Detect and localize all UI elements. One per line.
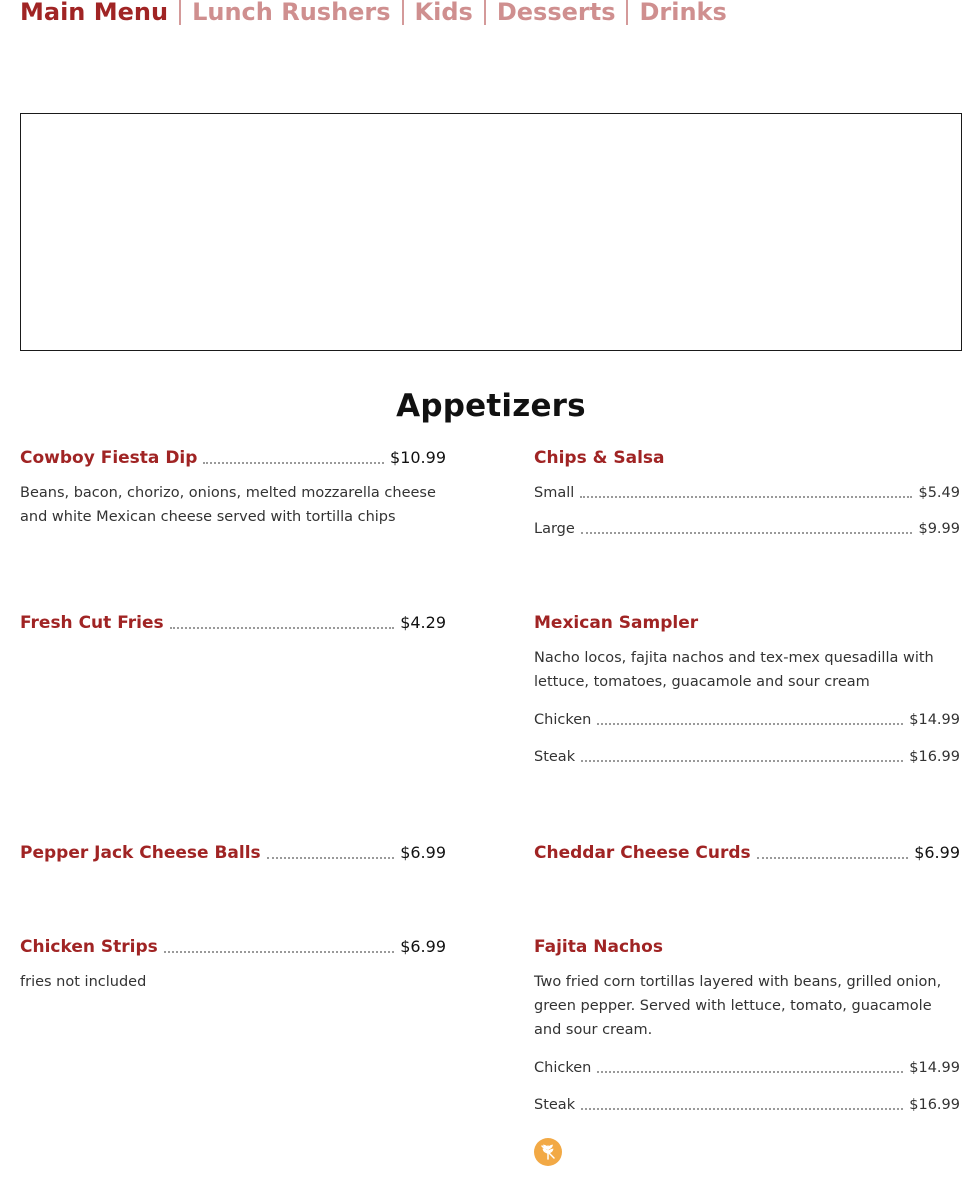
option-label: Chicken	[534, 712, 592, 728]
tab-drinks[interactable]: Drinks	[639, 0, 727, 26]
item-name: Pepper Jack Cheese Balls	[20, 843, 261, 863]
option-price: $9.99	[918, 521, 960, 537]
leader-dots	[203, 462, 384, 464]
option-row	[534, 517, 960, 539]
leader-dots	[581, 532, 913, 534]
tab-main-menu[interactable]: Main Menu	[20, 0, 169, 26]
tab-divider	[402, 0, 404, 25]
menu-item-fajita-nachos	[534, 934, 960, 1115]
tab-kids[interactable]: Kids	[414, 0, 473, 26]
option-label: Small	[534, 485, 575, 501]
option-label: Large	[534, 521, 575, 537]
item-name: Fajita Nachos	[534, 937, 663, 957]
option-label: Steak	[534, 749, 576, 765]
menu-tabs	[20, 0, 727, 28]
option-row	[534, 481, 960, 503]
leader-dots	[597, 1071, 903, 1073]
option-price: $5.49	[918, 485, 960, 501]
item-name: Chips & Salsa	[534, 448, 665, 468]
tab-divider	[484, 0, 486, 25]
menu-item-chicken-strips	[20, 934, 446, 994]
option-row	[534, 1056, 960, 1078]
menu-item-fresh-cut-fries	[20, 610, 446, 634]
leader-dots	[164, 951, 394, 953]
tab-desserts[interactable]: Desserts	[496, 0, 616, 26]
leader-dots	[757, 857, 909, 859]
item-price: $6.99	[400, 937, 446, 956]
item-name: Cheddar Cheese Curds	[534, 843, 751, 863]
leader-dots	[581, 760, 903, 762]
item-description: Nacho locos, fajita nachos and tex-mex quesadilla with lettuce, tomatoes, guacamole and sour cream	[534, 650, 934, 690]
menu-item-cheddar-cheese-curds	[534, 840, 960, 864]
gluten-free-wheat-icon[interactable]	[534, 1138, 562, 1166]
item-name: Chicken Strips	[20, 937, 158, 957]
embedded-frame[interactable]	[20, 113, 962, 351]
leader-dots	[581, 1108, 903, 1110]
leader-dots	[170, 627, 395, 629]
menu-item-cowboy-fiesta-dip	[20, 445, 446, 529]
menu-item-mexican-sampler	[534, 610, 960, 767]
item-description: Beans, bacon, chorizo, onions, melted mozzarella cheese and white Mexican cheese served with tortilla chips	[20, 485, 436, 525]
item-name: Cowboy Fiesta Dip	[20, 448, 198, 468]
tab-divider	[626, 0, 628, 25]
tab-lunch-rushers[interactable]: Lunch Rushers	[192, 0, 391, 26]
item-price: $6.99	[400, 843, 446, 862]
option-label: Steak	[534, 1097, 576, 1113]
item-price: $6.99	[914, 843, 960, 862]
option-row	[534, 1093, 960, 1115]
item-description: Two fried corn tortillas layered with beans, grilled onion, green pepper. Served with lettuce, tomato, guacamole and sour cream.	[534, 974, 942, 1038]
menu-item-pepper-jack-cheese-balls	[20, 840, 446, 864]
item-price: $10.99	[390, 448, 446, 467]
leader-dots	[580, 496, 912, 498]
item-description: fries not included	[20, 974, 147, 990]
item-name: Mexican Sampler	[534, 613, 699, 633]
option-row	[534, 708, 960, 730]
option-price: $14.99	[909, 712, 960, 728]
item-name: Fresh Cut Fries	[20, 613, 164, 633]
tab-divider	[179, 0, 181, 25]
option-price: $14.99	[909, 1060, 960, 1076]
option-label: Chicken	[534, 1060, 592, 1076]
option-price: $16.99	[909, 1097, 960, 1113]
item-price: $4.29	[400, 613, 446, 632]
menu-item-chips-salsa	[534, 445, 960, 539]
option-row	[534, 745, 960, 767]
section-title: Appetizers	[396, 388, 586, 424]
wheat-icon	[538, 1142, 558, 1162]
leader-dots	[597, 723, 903, 725]
leader-dots	[267, 857, 395, 859]
option-price: $16.99	[909, 749, 960, 765]
